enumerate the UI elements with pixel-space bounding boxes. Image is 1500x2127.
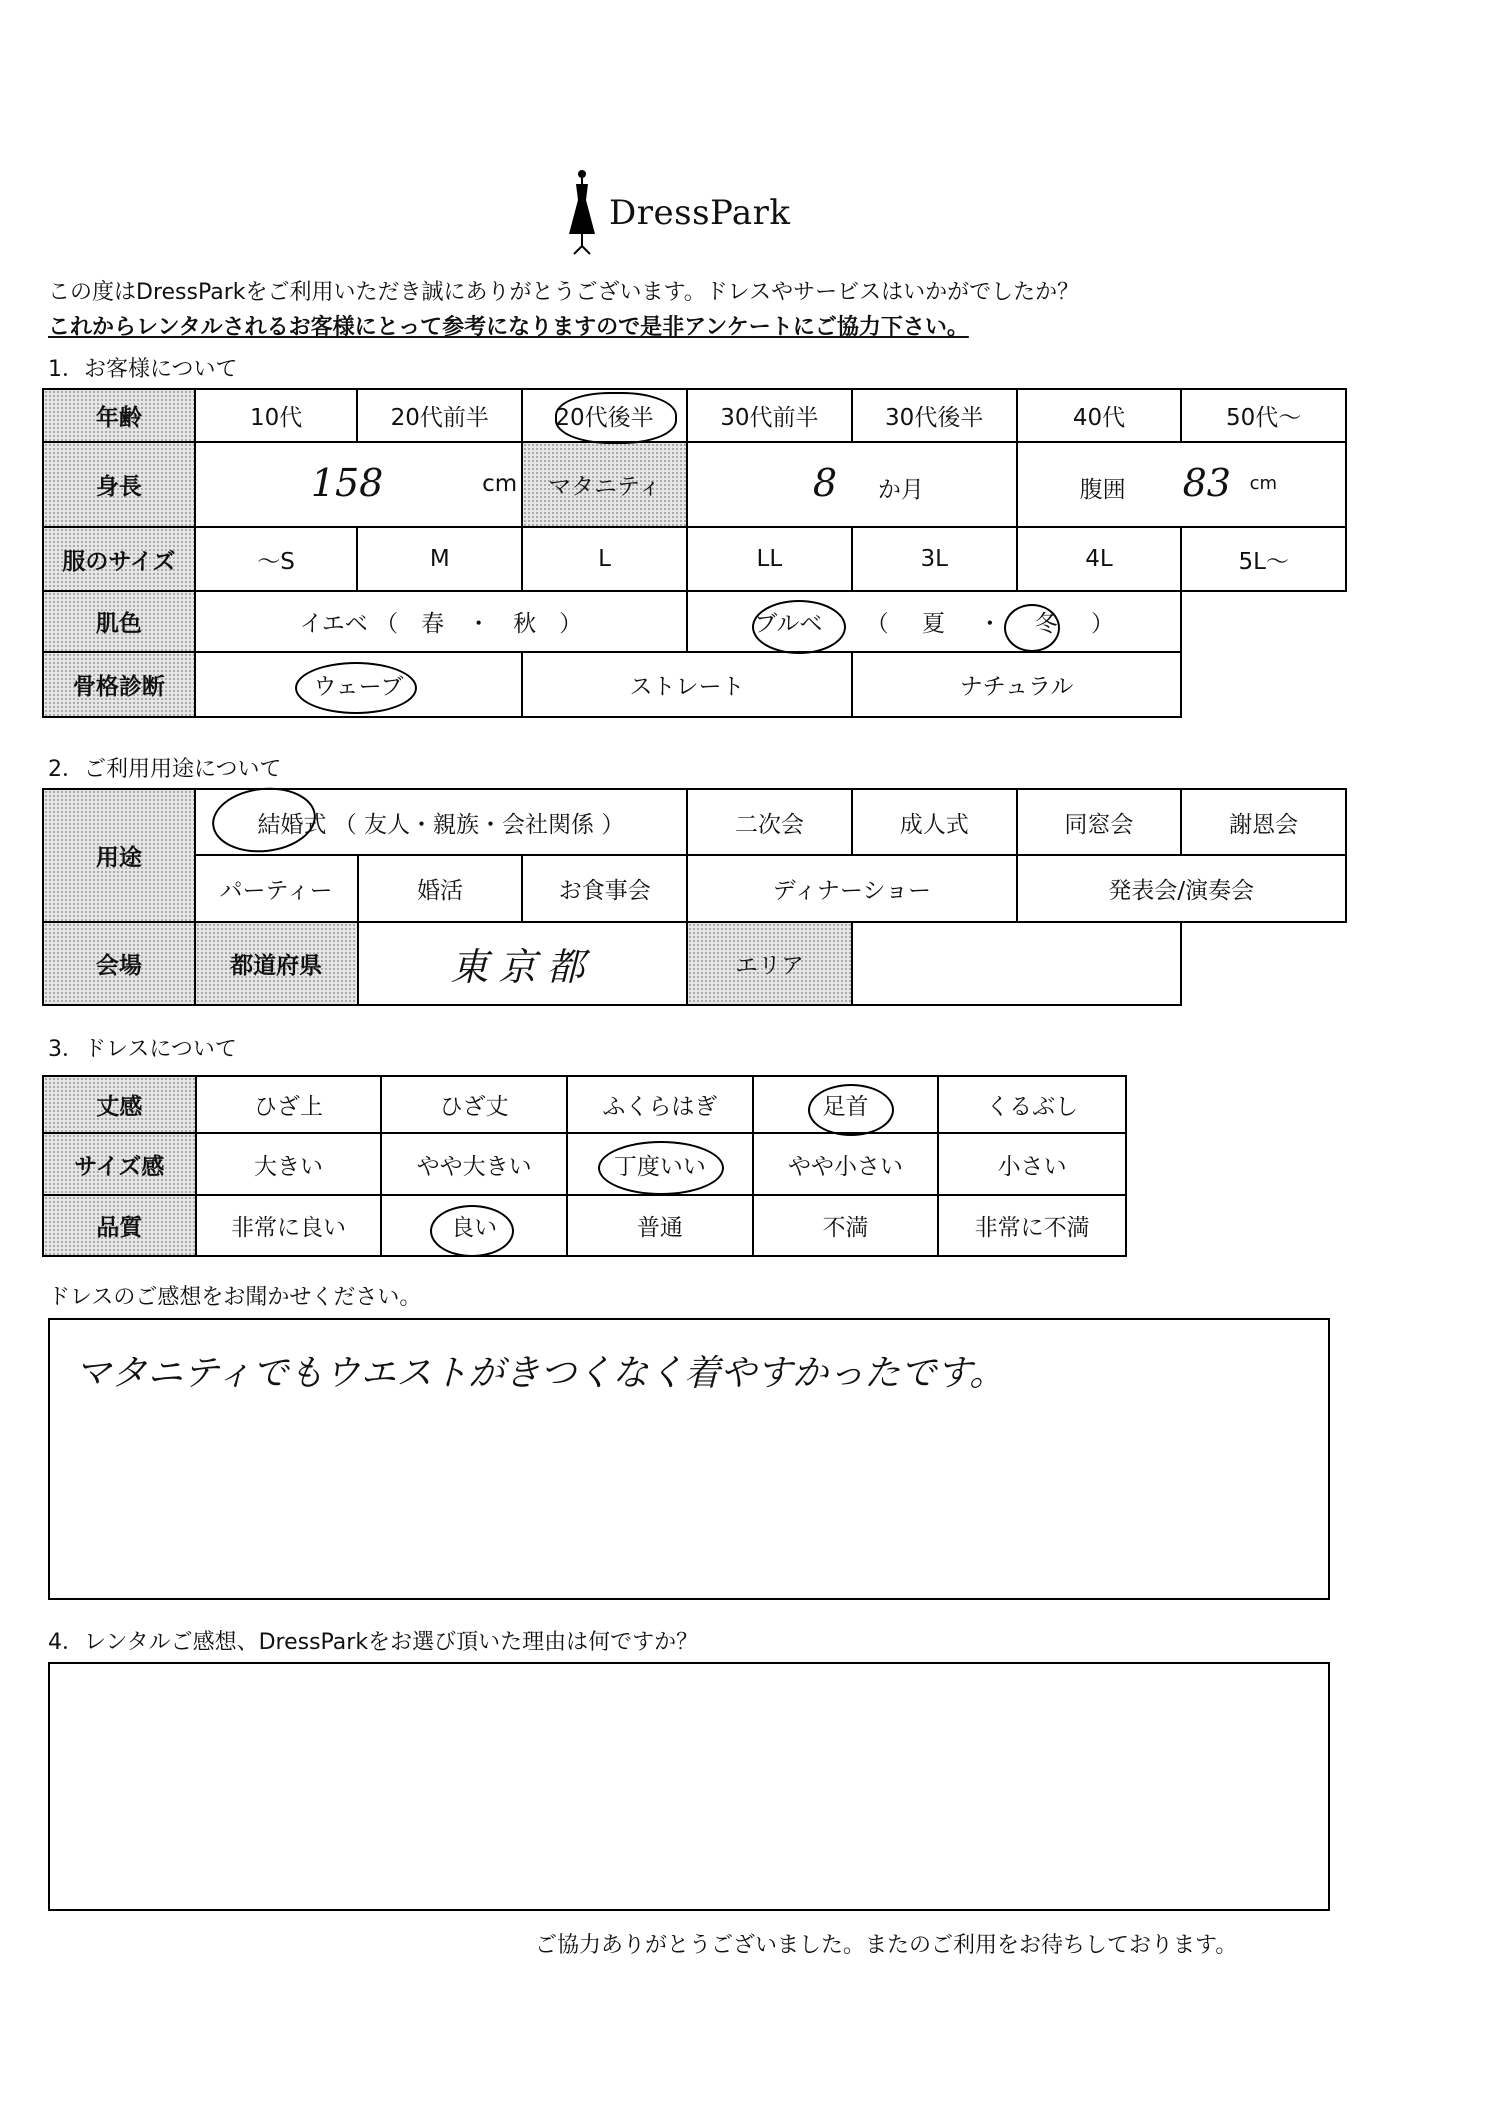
length-option[interactable]: ふくらはぎ [567,1076,753,1133]
wedding-relations: （ 友人・親族・会社関係 ） [333,811,625,838]
purpose-option[interactable]: 発表会/演奏会 [1017,855,1346,921]
size-label: 服のサイズ [43,527,195,591]
purpose-option[interactable]: パーティー [195,855,358,921]
height-label: 身長 [43,442,195,527]
purpose-option[interactable]: 同窓会 [1017,789,1182,855]
age-label: 年齢 [43,389,195,442]
request-text: これからレンタルされるお客様にとって参考になりますので是非アンケートにご協力下さい。 [48,315,969,340]
fit-option[interactable]: 大きい [196,1133,382,1195]
paren-open: （ [865,611,889,638]
maternity-label: マタニティ [522,442,687,527]
quality-option[interactable]: 非常に良い [196,1195,382,1256]
season-dot: ・ [978,611,1002,638]
venue-label: 会場 [43,922,195,1005]
footer-thanks: ご協力ありがとうございました。またのご利用をお待ちしております。 [535,1933,1238,1958]
skeleton-option[interactable]: ナチュラル [852,652,1182,717]
dress-icon [565,168,599,258]
age-option-selected[interactable]: 20代後半 [522,389,687,442]
purpose-option[interactable]: 婚活 [358,855,523,921]
age-option[interactable]: 30代後半 [852,389,1017,442]
length-option[interactable]: くるぶし [938,1076,1126,1133]
skeleton-label: 骨格診断 [43,652,195,717]
comment-prompt: ドレスのご感想をお聞かせください。 [48,1285,422,1310]
section-2-title: 2．ご利用用途について [48,757,282,782]
skin-blue-label: ブルベ [754,611,823,638]
paren-close: ） [1090,611,1114,638]
purpose-option[interactable]: 謝恩会 [1181,789,1346,855]
brand-name: DressPark [609,193,791,233]
maternity-value: 8 [812,461,838,506]
empty-cell [1181,591,1346,653]
length-option[interactable]: ひざ上 [196,1076,382,1133]
wedding-label: 結婚式 [257,811,327,838]
size-option[interactable]: 4L [1017,527,1182,591]
brand-logo [565,168,791,258]
size-option[interactable]: L [522,527,687,591]
prefecture-field[interactable] [358,922,688,1005]
section-4-title: 4．レンタルご感想、DressParkをお選び頂いた理由は何ですか？ [48,1630,699,1655]
purpose-option[interactable]: 二次会 [687,789,852,855]
length-option[interactable]: ひざ丈 [381,1076,567,1133]
age-option[interactable]: 20代前半 [357,389,522,442]
age-option[interactable]: 10代 [195,389,358,442]
maternity-field[interactable] [687,442,1017,527]
waist-label: 腹囲 [1079,477,1126,504]
quality-option[interactable]: 非常に不満 [938,1195,1126,1256]
age-option[interactable]: 40代 [1017,389,1182,442]
maternity-unit: か月 [877,477,924,504]
length-option-selected[interactable]: 足首 [753,1076,939,1133]
purpose-label: 用途 [43,789,195,922]
waist-value: 83 [1182,461,1231,506]
age-option[interactable]: 30代前半 [687,389,852,442]
waist-unit: cm [1249,473,1278,495]
length-label: 丈感 [43,1076,196,1133]
quality-label: 品質 [43,1195,196,1256]
size-option[interactable]: ～S [195,527,358,591]
intro-text: この度はDressParkをご利用いただき誠にありがとうございます。ドレスやサービスはいかがでしたか？ [48,280,1080,305]
area-field[interactable] [852,922,1181,1005]
dress-table [42,1075,1127,1257]
age-option[interactable]: 50代～ [1181,389,1346,442]
size-option[interactable]: 5L～ [1181,527,1346,591]
skin-yellow-label: イエベ [299,611,368,638]
size-option[interactable]: 3L [852,527,1017,591]
size-option[interactable]: M [357,527,522,591]
fit-label: サイズ感 [43,1133,196,1195]
season-winter: 冬 [1034,611,1058,638]
season-summer: 夏 [922,611,946,638]
customer-table [42,388,1347,718]
area-label: エリア [687,922,852,1005]
quality-option[interactable]: 不満 [753,1195,939,1256]
skin-yellow-seasons: （ 春 ・ 秋 ） [375,611,583,638]
height-unit: cm [482,471,518,498]
purpose-table [42,788,1347,1006]
empty-cell [1181,652,1346,717]
fit-option[interactable]: やや大きい [381,1133,567,1195]
purpose-option[interactable]: お食事会 [522,855,687,921]
skin-yellow-option[interactable] [195,591,687,653]
purpose-option[interactable]: 成人式 [852,789,1017,855]
section-3-title: 3．ドレスについて [48,1037,237,1062]
prefecture-value: 東京都 [450,944,595,989]
purpose-wedding-option[interactable] [195,789,688,855]
height-value: 158 [310,461,384,506]
comment-text: マタニティでもウエストがきつくなく着やすかったです。 [75,1353,1006,1394]
quality-option[interactable]: 普通 [567,1195,753,1256]
size-option[interactable]: LL [687,527,852,591]
purpose-option[interactable]: ディナーショー [687,855,1016,921]
fit-option[interactable]: やや小さい [753,1133,939,1195]
reason-box[interactable] [48,1662,1330,1911]
waist-field[interactable] [1017,442,1346,527]
skeleton-option-selected[interactable]: ウェーブ [195,652,522,717]
quality-option-selected[interactable]: 良い [381,1195,567,1256]
skin-label: 肌色 [43,591,195,653]
skeleton-option[interactable]: ストレート [522,652,852,717]
prefecture-label: 都道府県 [195,922,358,1005]
section-1-title: 1．お客様について [48,357,238,382]
fit-option-selected[interactable]: 丁度いい [567,1133,753,1195]
skin-blue-option[interactable] [687,591,1181,653]
height-field[interactable] [195,442,522,527]
fit-option[interactable]: 小さい [938,1133,1126,1195]
empty-cell [1181,922,1346,1005]
